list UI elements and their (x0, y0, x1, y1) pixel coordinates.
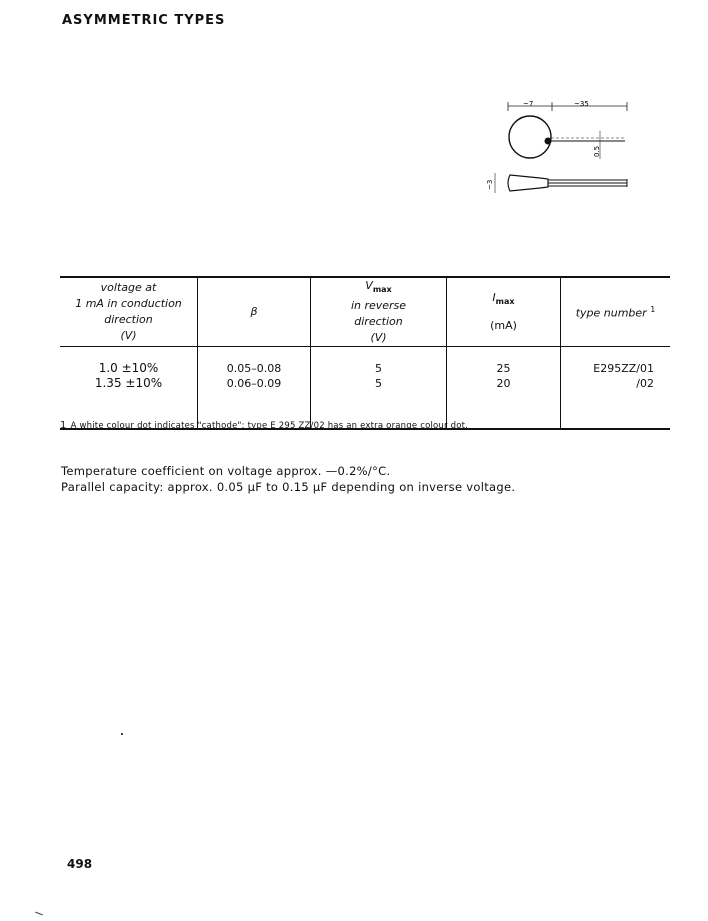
cathode-dot (545, 138, 552, 145)
cell-beta: 0.05–0.08 0.06–0.09 (198, 347, 311, 430)
component-outline-drawing (470, 95, 645, 200)
footnote-mark: 1 (60, 420, 67, 431)
notes-block (61, 463, 515, 495)
page-title: ASYMMETRIC TYPES (62, 13, 226, 28)
cell-imax: 25 20 (447, 347, 561, 430)
table-row (60, 347, 670, 430)
cell-voltage: 1.0 ±10% 1.35 ±10% (60, 347, 198, 430)
table-header-row (60, 277, 670, 347)
note-parallel-capacity: Parallel capacity: approx. 0.05 μF to 0.15 μF depending on inverse voltage. (61, 480, 516, 494)
page-number: 498 (67, 857, 93, 871)
header-imax: $I_{max}$ (mA) (447, 277, 561, 347)
header-type-number: type number $^1$ (561, 277, 671, 347)
scan-speck (121, 733, 123, 735)
note-temperature-coefficient: Temperature coefficient on voltage approx. —0.2%/°C. (61, 464, 391, 478)
header-vmax: $V_{max}$ in reverse direction (V) (311, 277, 447, 347)
dim-lead-width-label: 0.5 (593, 145, 601, 157)
disc-body-side-view (508, 175, 548, 191)
header-beta: β (198, 277, 311, 347)
dim-diameter-label: ~7 (523, 100, 534, 108)
disc-body-top-view (509, 116, 551, 158)
cell-vmax: 5 5 (311, 347, 447, 430)
footnote-text: A white colour dot indicates "cathode"; type E 295 ZZ/02 has an extra orange colour dot. (70, 421, 469, 431)
dim-thickness-label: ~3 (486, 179, 494, 190)
scan-mark (35, 912, 43, 916)
dim-lead-length-label: ~35 (574, 100, 589, 108)
header-voltage: voltage at 1 mA in conduction direction (V) (60, 277, 198, 347)
cell-type-number: E295ZZ/01 /02 (561, 347, 671, 430)
table-footnote (60, 420, 468, 431)
specification-table (60, 276, 670, 430)
